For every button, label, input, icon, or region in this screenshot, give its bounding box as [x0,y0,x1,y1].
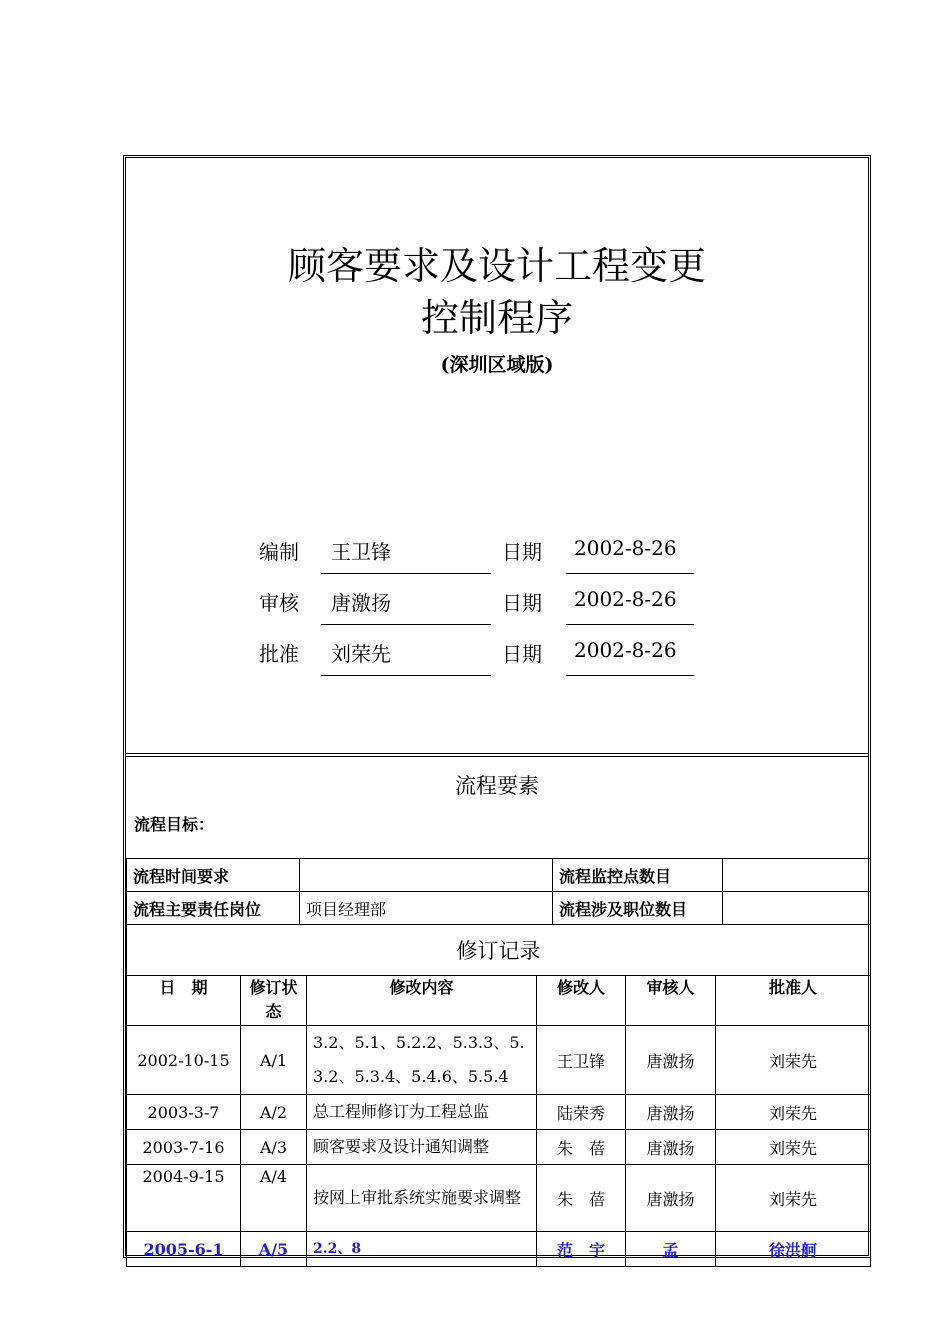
col-header-editor: 修改人 [537,976,626,1026]
sig-label: 审核 [259,591,299,615]
table-row [127,859,871,892]
rev-reviewer: 唐激扬 [626,1026,716,1095]
rev-reviewer: 孟 [626,1232,716,1267]
rev-approver: 刘荣先 [716,1130,871,1165]
rev-editor: 范 宇 [537,1232,626,1267]
rev-reviewer: 唐激扬 [626,1095,716,1130]
table-row [127,1232,871,1267]
table-row [127,892,871,925]
rev-date: 2004-9-15 [127,1165,241,1232]
rev-date: 2003-7-16 [127,1130,241,1165]
rev-approver: 刘荣先 [716,1095,871,1130]
owner-label: 流程主要责任岗位 [127,892,300,925]
col-header-date: 日 期 [127,976,241,1026]
owner-value: 项目经理部 [300,892,553,925]
sig-date-label: 日期 [502,642,542,666]
rev-approver: 刘荣先 [716,1165,871,1232]
signature-row-review [126,587,868,637]
rev-status: A/4 [241,1165,307,1232]
rev-date: 2002-10-15 [127,1026,241,1095]
sig-date: 2002-8-26 [566,587,694,625]
rev-reviewer: 唐激扬 [626,1130,716,1165]
rev-status: A/3 [241,1130,307,1165]
col-header-approver: 批准人 [716,976,871,1026]
rev-editor: 王卫锋 [537,1026,626,1095]
rev-approver: 刘荣先 [716,1026,871,1095]
table-row [127,1095,871,1130]
monitor-label: 流程监控点数目 [553,859,723,892]
process-goal-label: 流程目标： [134,815,215,834]
rev-editor: 朱 蓓 [537,1165,626,1232]
signature-row-compile [126,536,868,586]
sig-date: 2002-8-26 [566,638,694,676]
document-subtitle: (深圳区域版) [440,354,554,376]
monitor-value [723,859,871,892]
revision-heading: 修订记录 [127,925,871,976]
rev-content: 按网上审批系统实施要求调整 [307,1165,537,1232]
rev-date: 2003-3-7 [127,1095,241,1130]
table-row [127,1130,871,1165]
document-frame [123,155,871,1258]
table-row [127,1026,871,1095]
rev-reviewer: 唐激扬 [626,1165,716,1232]
sig-label: 编制 [259,540,299,564]
col-header-reviewer: 审核人 [626,976,716,1026]
title-line-1: 顾客要求及设计工程变更 [287,244,706,288]
rev-status: A/2 [241,1095,307,1130]
col-header-status: 修订状态 [241,976,307,1026]
rev-content: 2.2、8 [307,1232,537,1267]
time-label: 流程时间要求 [127,859,300,892]
document-title [126,240,868,344]
table-row [127,1165,871,1232]
positions-label: 流程涉及职位数目 [553,892,723,925]
process-heading: 流程要素 [455,774,539,798]
signature-row-approve [126,638,868,688]
sig-date-label: 日期 [502,591,542,615]
section-divider [126,753,868,757]
rev-content: 3.2、5.1、5.2.2、5.3.3、5.3.2、5.3.4、5.4.6、5.5.4 [307,1026,537,1095]
positions-value [723,892,871,925]
rev-status: A/5 [241,1232,307,1267]
sig-label: 批准 [259,642,299,666]
rev-date: 2005-6-1 [127,1232,241,1267]
sig-name: 王卫锋 [321,536,491,574]
sig-date: 2002-8-26 [566,536,694,574]
rev-editor: 陆荣秀 [537,1095,626,1130]
revision-header-row [127,976,871,1026]
rev-approver: 徐洪舸 [716,1232,871,1267]
time-value [300,859,553,892]
sig-name: 唐激扬 [321,587,491,625]
sig-name: 刘荣先 [321,638,491,676]
rev-editor: 朱 蓓 [537,1130,626,1165]
rev-content: 顾客要求及设计通知调整 [307,1130,537,1165]
title-line-2: 控制程序 [420,296,573,340]
rev-content: 总工程师修订为工程总监 [307,1095,537,1130]
col-header-content: 修改内容 [307,976,537,1026]
revision-table [126,924,871,1267]
revision-heading-row [127,925,871,976]
sig-date-label: 日期 [502,540,542,564]
process-table [126,858,871,925]
rev-status: A/1 [241,1026,307,1095]
